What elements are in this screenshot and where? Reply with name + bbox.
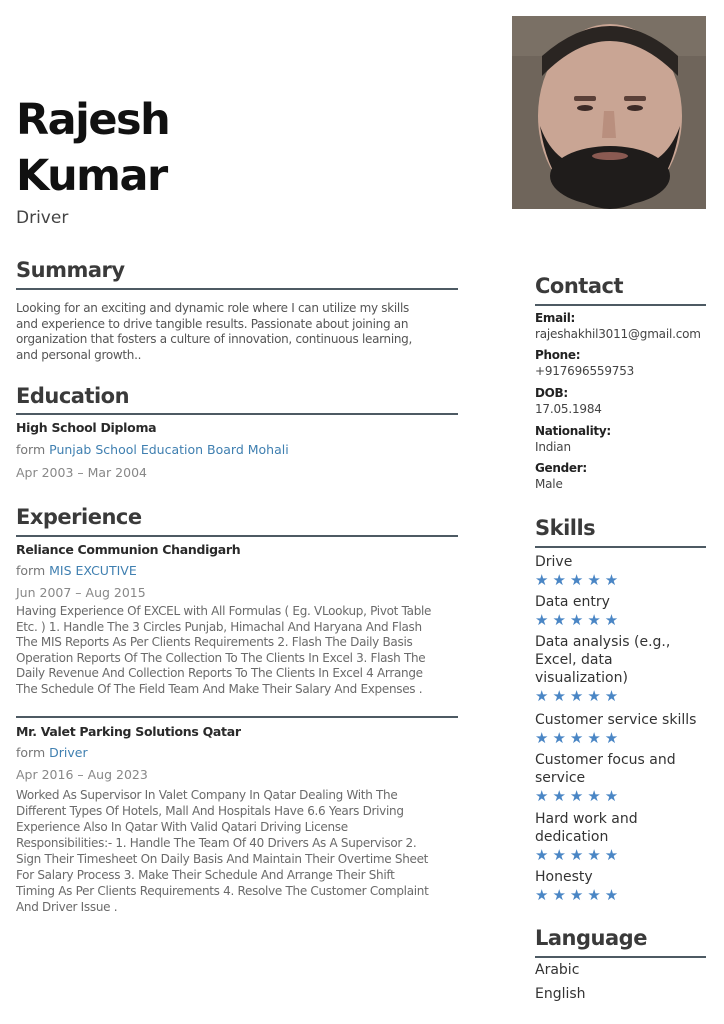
language-item: Arabic	[535, 962, 580, 978]
form-prefix: form	[16, 442, 46, 457]
email-label: Email:	[535, 311, 576, 325]
experience-line: Daily Revenue And Collection Reports To The Clients In Excel 4 Arrange	[16, 666, 423, 680]
summary-line: and personal growth..	[16, 347, 142, 362]
skill-item	[535, 810, 710, 864]
skill-rating-stars: ★★★★★	[535, 611, 623, 629]
skill-name: visualization)	[535, 670, 628, 686]
summary-heading: Summary	[16, 258, 125, 282]
skill-rating-stars: ★★★★★	[535, 729, 623, 747]
contact-divider	[535, 304, 706, 306]
skills-heading: Skills	[535, 516, 596, 540]
contact-heading: Contact	[535, 274, 623, 298]
skill-name: Drive	[535, 554, 573, 570]
experience-divider	[16, 535, 458, 537]
experience-description	[16, 787, 466, 915]
phone-value[interactable]: +917696559753	[535, 364, 635, 378]
form-prefix: form	[16, 563, 46, 578]
skill-rating-stars: ★★★★★	[535, 846, 623, 864]
nationality-value: Indian	[535, 440, 571, 454]
experience-heading: Experience	[16, 505, 142, 529]
skill-item	[535, 593, 710, 629]
skill-name: Customer service skills	[535, 712, 697, 728]
experience-dates: Apr 2016 – Aug 2023	[16, 767, 148, 782]
skill-name: Excel, data	[535, 652, 613, 668]
position-link[interactable]: MIS EXCUTIVE	[49, 563, 137, 578]
phone-label: Phone:	[535, 348, 581, 362]
summary-line: and experience to drive tangible results. Passionate about joining an	[16, 316, 409, 331]
dob-value: 17.05.1984	[535, 402, 602, 416]
experience-line: Timing As Per Clients Requirements 4. Resolve The Customer Complaint	[16, 884, 429, 898]
skill-rating-stars: ★★★★★	[535, 787, 623, 805]
email-value[interactable]: rajeshakhil3011@gmail.com	[535, 327, 701, 341]
experience-line: Having Experience Of EXCEL with All Formulas ( Eg. VLookup, Pivot Table	[16, 604, 432, 618]
education-divider	[16, 413, 458, 415]
dob-label: DOB:	[535, 386, 568, 400]
skill-item	[535, 711, 710, 747]
experience-line: Etc. ) 1. Handle The 3 Circles Punjab, Himachal And Haryana And Flash	[16, 619, 422, 634]
last-name: Kumar	[16, 151, 167, 201]
form-prefix: form	[16, 745, 46, 760]
experience-description	[16, 604, 466, 697]
experience-line: Sign Their Timesheet On Daily Basis And Maintain Their Overtime Sheet	[16, 852, 429, 866]
skill-item	[535, 868, 710, 904]
skill-rating-stars: ★★★★★	[535, 571, 623, 589]
experience-position-line	[16, 563, 137, 578]
nationality-label: Nationality:	[535, 424, 611, 438]
summary-line: Looking for an exciting and dynamic role where I can utilize my skills	[16, 301, 409, 315]
experience-line: The Schedule Of The Field Team And Make Their Salary And Expenses .	[16, 681, 423, 696]
experience-company: Reliance Communion Chandigarh	[16, 542, 241, 557]
skill-name: service	[535, 770, 586, 786]
language-item: English	[535, 986, 586, 1002]
institution-link[interactable]: Punjab School Education Board Mohali	[49, 442, 289, 457]
education-heading: Education	[16, 384, 130, 408]
language-heading: Language	[535, 926, 647, 950]
experience-line: The MIS Reports As Per Clients Requirements 2. Flash The Daily Basis	[16, 635, 413, 649]
skill-item	[535, 633, 710, 705]
experience-company: Mr. Valet Parking Solutions Qatar	[16, 724, 241, 739]
experience-line: Worked As Supervisor In Valet Company In Qatar Dealing With The	[16, 788, 398, 802]
experience-line: Operation Reports Of The Collection To The Clients In Excel 3. Flash The	[16, 650, 426, 665]
summary-divider	[16, 288, 458, 290]
experience-dates: Jun 2007 – Aug 2015	[16, 585, 146, 600]
skill-name: Data entry	[535, 594, 610, 610]
experience-line: For Salary Process 3. Make Their Schedule And Arrange Their Shift	[16, 868, 395, 882]
summary-line: organization that fosters a culture of innovation, continuous learning,	[16, 332, 413, 346]
skill-name: Customer focus and	[535, 752, 676, 768]
skill-item	[535, 751, 710, 805]
gender-label: Gender:	[535, 461, 587, 475]
experience-line: Experience Also In Qatar With Valid Qatari Driving License	[16, 820, 348, 834]
position-link[interactable]: Driver	[49, 745, 88, 760]
first-name: Rajesh	[16, 95, 170, 145]
profile-photo	[512, 16, 706, 209]
experience-line: Responsibilities:- 1. Handle The Team Of 40 Drivers As A Supervisor 2.	[16, 836, 417, 850]
skill-name: Honesty	[535, 869, 593, 885]
skills-divider	[535, 546, 706, 548]
skill-rating-stars: ★★★★★	[535, 886, 623, 904]
experience-line: And Driver Issue .	[16, 900, 118, 914]
education-dates: Apr 2003 – Mar 2004	[16, 465, 147, 480]
summary-text	[16, 301, 466, 363]
job-title: Driver	[16, 208, 69, 228]
skill-name: Data analysis (e.g.,	[535, 634, 671, 650]
experience-position-line	[16, 745, 88, 760]
profile-portrait	[512, 16, 706, 209]
skill-rating-stars: ★★★★★	[535, 687, 623, 705]
language-divider	[535, 956, 706, 958]
experience-entry-divider	[16, 716, 458, 718]
education-institution-line	[16, 442, 289, 457]
skill-name: Hard work and	[535, 811, 638, 827]
experience-line: Different Types Of Hotels, Mall And Hospitals Have 6.6 Years Driving	[16, 804, 404, 818]
gender-value: Male	[535, 477, 563, 491]
skill-item	[535, 553, 710, 589]
skill-name: dedication	[535, 829, 609, 845]
education-degree: High School Diploma	[16, 420, 157, 435]
